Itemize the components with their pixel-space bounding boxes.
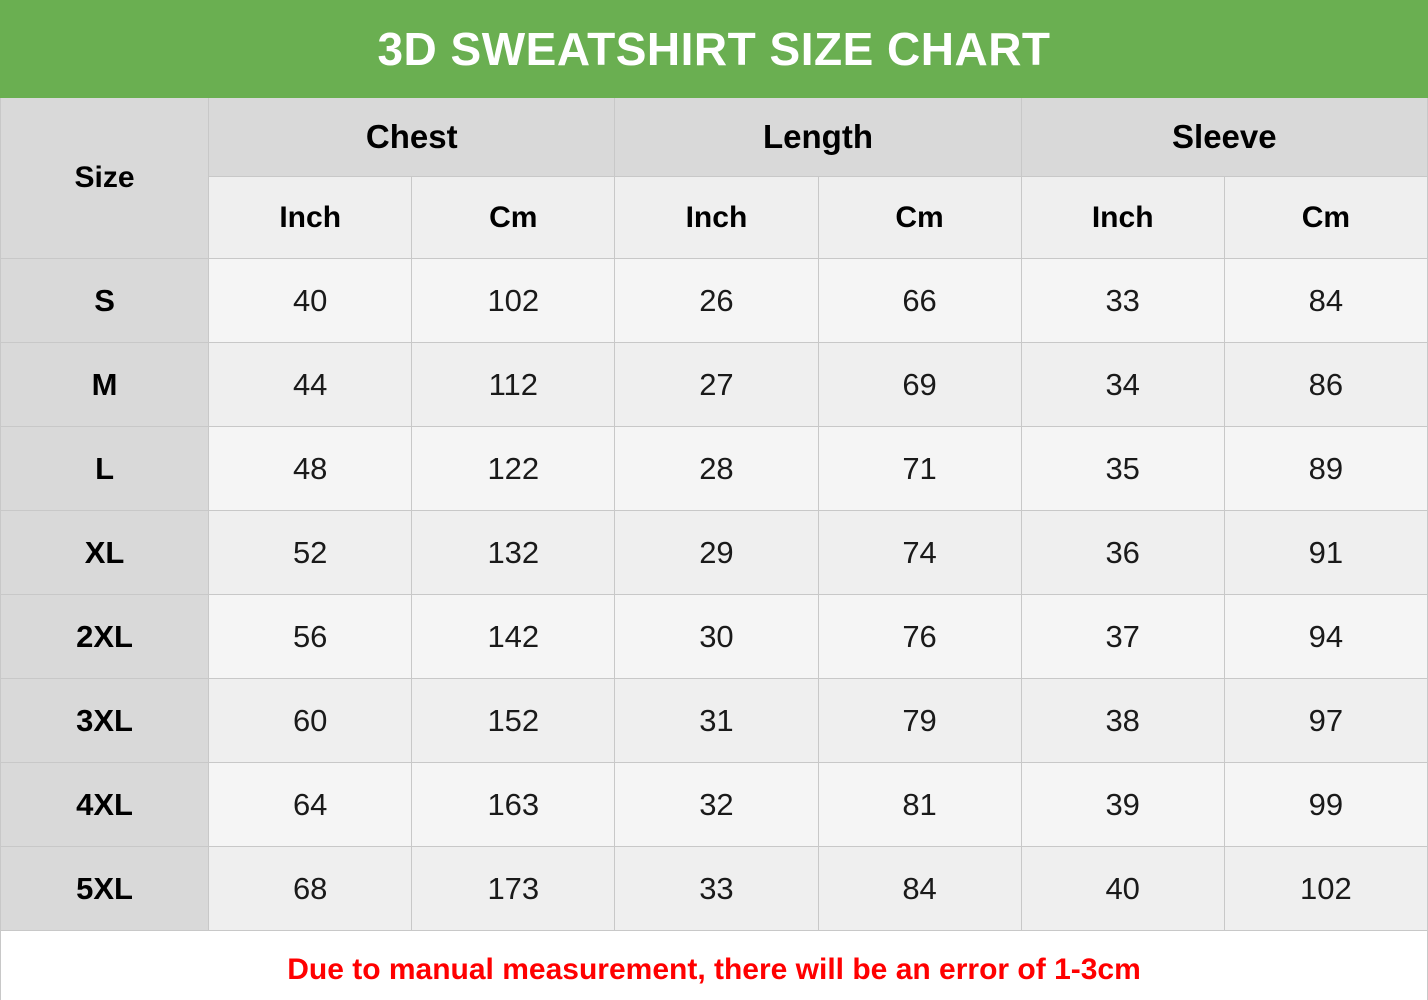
cell-length-cm: 69 xyxy=(818,343,1021,427)
cell-length-inch: 28 xyxy=(615,427,818,511)
cell-length-cm: 84 xyxy=(818,847,1021,931)
row-size-label: XL xyxy=(1,511,209,595)
cell-sleeve-cm: 102 xyxy=(1224,847,1427,931)
cell-sleeve-cm: 99 xyxy=(1224,763,1427,847)
cell-sleeve-cm: 94 xyxy=(1224,595,1427,679)
cell-sleeve-cm: 89 xyxy=(1224,427,1427,511)
cell-length-cm: 79 xyxy=(818,679,1021,763)
table-row xyxy=(1,595,1428,679)
cell-chest-cm: 112 xyxy=(412,343,615,427)
cell-chest-inch: 48 xyxy=(209,427,412,511)
cell-length-inch: 27 xyxy=(615,343,818,427)
header-group-sleeve: Sleeve xyxy=(1021,98,1427,177)
table-row xyxy=(1,511,1428,595)
cell-chest-inch: 60 xyxy=(209,679,412,763)
header-unit-chest-cm: Cm xyxy=(412,177,615,259)
cell-length-inch: 29 xyxy=(615,511,818,595)
cell-sleeve-cm: 86 xyxy=(1224,343,1427,427)
group-header-row xyxy=(1,98,1428,177)
cell-length-cm: 71 xyxy=(818,427,1021,511)
measurement-note: Due to manual measurement, there will be an error of 1-3cm xyxy=(1,931,1428,1000)
row-size-label: 3XL xyxy=(1,679,209,763)
cell-length-cm: 66 xyxy=(818,259,1021,343)
cell-length-inch: 26 xyxy=(615,259,818,343)
row-size-label: S xyxy=(1,259,209,343)
table-row xyxy=(1,427,1428,511)
cell-sleeve-cm: 91 xyxy=(1224,511,1427,595)
row-size-label: M xyxy=(1,343,209,427)
header-unit-length-inch: Inch xyxy=(615,177,818,259)
row-size-label: L xyxy=(1,427,209,511)
title-row xyxy=(1,1,1428,98)
note-row xyxy=(1,931,1428,1000)
table-row xyxy=(1,763,1428,847)
cell-sleeve-inch: 33 xyxy=(1021,259,1224,343)
header-unit-sleeve-inch: Inch xyxy=(1021,177,1224,259)
cell-chest-inch: 64 xyxy=(209,763,412,847)
cell-chest-cm: 173 xyxy=(412,847,615,931)
cell-length-cm: 81 xyxy=(818,763,1021,847)
cell-chest-cm: 142 xyxy=(412,595,615,679)
cell-sleeve-cm: 84 xyxy=(1224,259,1427,343)
cell-chest-inch: 56 xyxy=(209,595,412,679)
header-unit-sleeve-cm: Cm xyxy=(1224,177,1427,259)
cell-sleeve-inch: 35 xyxy=(1021,427,1224,511)
unit-header-row xyxy=(1,177,1428,259)
header-unit-chest-inch: Inch xyxy=(209,177,412,259)
cell-sleeve-inch: 40 xyxy=(1021,847,1224,931)
row-size-label: 2XL xyxy=(1,595,209,679)
cell-length-inch: 31 xyxy=(615,679,818,763)
cell-length-cm: 76 xyxy=(818,595,1021,679)
header-group-length: Length xyxy=(615,98,1021,177)
cell-chest-cm: 122 xyxy=(412,427,615,511)
chart-title: 3D SWEATSHIRT SIZE CHART xyxy=(1,1,1428,98)
cell-length-inch: 32 xyxy=(615,763,818,847)
header-unit-length-cm: Cm xyxy=(818,177,1021,259)
cell-sleeve-inch: 38 xyxy=(1021,679,1224,763)
cell-chest-cm: 102 xyxy=(412,259,615,343)
cell-chest-inch: 68 xyxy=(209,847,412,931)
cell-sleeve-cm: 97 xyxy=(1224,679,1427,763)
cell-length-inch: 33 xyxy=(615,847,818,931)
cell-chest-inch: 52 xyxy=(209,511,412,595)
cell-chest-inch: 44 xyxy=(209,343,412,427)
table-row xyxy=(1,679,1428,763)
cell-chest-cm: 132 xyxy=(412,511,615,595)
cell-length-inch: 30 xyxy=(615,595,818,679)
cell-chest-cm: 163 xyxy=(412,763,615,847)
row-size-label: 4XL xyxy=(1,763,209,847)
cell-sleeve-inch: 34 xyxy=(1021,343,1224,427)
cell-chest-cm: 152 xyxy=(412,679,615,763)
cell-sleeve-inch: 36 xyxy=(1021,511,1224,595)
table-row xyxy=(1,259,1428,343)
header-size: Size xyxy=(1,98,209,259)
cell-sleeve-inch: 39 xyxy=(1021,763,1224,847)
cell-sleeve-inch: 37 xyxy=(1021,595,1224,679)
row-size-label: 5XL xyxy=(1,847,209,931)
cell-chest-inch: 40 xyxy=(209,259,412,343)
header-group-chest: Chest xyxy=(209,98,615,177)
table-row xyxy=(1,343,1428,427)
cell-length-cm: 74 xyxy=(818,511,1021,595)
table-row xyxy=(1,847,1428,931)
